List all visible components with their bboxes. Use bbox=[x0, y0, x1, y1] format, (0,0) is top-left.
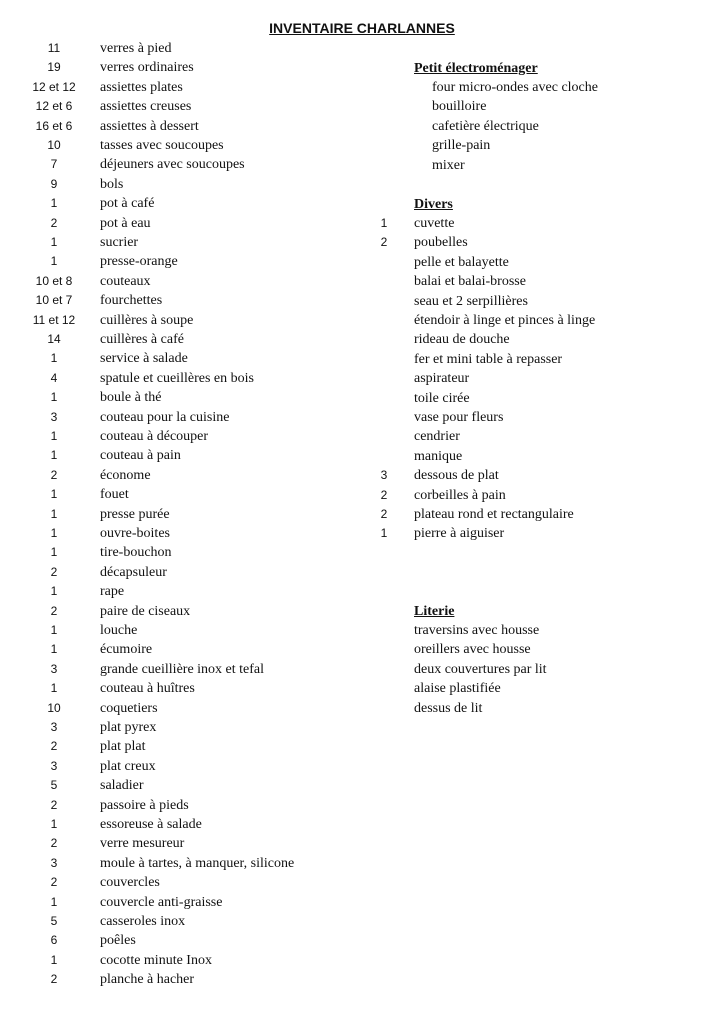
list-item bbox=[0, 214, 724, 233]
item-label: corbeilles à pain bbox=[414, 487, 506, 503]
item-label: pot à café bbox=[100, 196, 155, 212]
list-item bbox=[0, 796, 724, 815]
item-label: plateau rond et rectangulaire bbox=[414, 507, 574, 522]
list-item bbox=[0, 893, 724, 912]
item-label: verres à pied bbox=[100, 41, 172, 56]
item-label: saladier bbox=[100, 778, 144, 794]
item-quantity: 3 bbox=[50, 409, 58, 424]
item-label: couteau à découper bbox=[100, 429, 209, 444]
item-quantity: 2 bbox=[50, 972, 58, 987]
item-label: casseroles inox bbox=[100, 914, 186, 929]
item-label: économe bbox=[100, 467, 151, 483]
item-label: écumoire bbox=[100, 642, 153, 658]
item-quantity: 1 bbox=[50, 894, 58, 909]
item-quantity: 2 bbox=[50, 797, 58, 812]
list-item bbox=[0, 97, 724, 116]
list-item bbox=[0, 602, 724, 621]
list-item bbox=[0, 699, 724, 718]
list-item bbox=[0, 292, 724, 311]
item-quantity: 9 bbox=[50, 176, 58, 191]
section-heading-petit-electromenager: Petit électroménager bbox=[414, 61, 538, 76]
item-label: assiettes creuses bbox=[100, 99, 192, 115]
item-quantity: 16 et 6 bbox=[35, 118, 73, 133]
item-label: vase pour fleurs bbox=[414, 410, 504, 425]
item-label: traversins avec housse bbox=[414, 623, 540, 638]
item-quantity: 2 bbox=[50, 875, 58, 890]
item-label: plat creux bbox=[100, 758, 156, 774]
list-item bbox=[0, 543, 724, 562]
item-label: couteau à pain bbox=[100, 448, 181, 464]
item-label: couteau pour la cuisine bbox=[100, 409, 230, 425]
item-label: service à salade bbox=[100, 351, 188, 367]
item-label: paire de ciseaux bbox=[100, 603, 191, 619]
item-quantity: 14 bbox=[47, 332, 61, 346]
item-quantity: 1 bbox=[380, 526, 388, 541]
item-label: toile cirée bbox=[414, 390, 470, 406]
item-quantity: 1 bbox=[50, 681, 58, 696]
item-quantity: 1 bbox=[50, 545, 58, 560]
item-label: fourchettes bbox=[100, 293, 163, 309]
item-label: alaise plastifiée bbox=[414, 681, 501, 697]
item-quantity: 1 bbox=[50, 351, 58, 366]
item-label: coquetiers bbox=[100, 700, 158, 716]
item-quantity: 3 bbox=[50, 720, 58, 734]
item-label: cuillères à café bbox=[100, 332, 184, 347]
list-item bbox=[0, 233, 724, 252]
item-quantity: 10 et 8 bbox=[35, 273, 73, 288]
item-quantity: 4 bbox=[50, 370, 58, 385]
item-quantity: 10 et 7 bbox=[35, 293, 73, 308]
item-label: bols bbox=[100, 176, 124, 192]
list-item bbox=[0, 912, 724, 931]
item-label: pot à eau bbox=[100, 215, 151, 231]
list-item bbox=[0, 931, 724, 950]
list-item bbox=[0, 427, 724, 446]
item-label: pelle et balayette bbox=[414, 254, 509, 270]
item-label: essoreuse à salade bbox=[100, 817, 202, 832]
list-item bbox=[0, 194, 724, 213]
list-item bbox=[0, 447, 724, 466]
item-label: tasses avec soucoupes bbox=[100, 138, 224, 153]
list-item bbox=[0, 815, 724, 834]
list-item bbox=[0, 757, 724, 776]
list-item bbox=[0, 834, 724, 853]
list-item bbox=[0, 58, 724, 77]
list-item bbox=[0, 369, 724, 388]
item-quantity: 1 bbox=[50, 952, 58, 967]
list-item bbox=[0, 776, 724, 795]
item-quantity: 1 bbox=[50, 196, 58, 211]
list-item bbox=[0, 660, 724, 679]
list-item bbox=[0, 408, 724, 427]
list-item bbox=[0, 951, 724, 970]
item-label: rideau de douche bbox=[414, 332, 510, 348]
item-label: cafetière électrique bbox=[432, 118, 539, 134]
item-quantity: 5 bbox=[50, 778, 58, 793]
item-label: manique bbox=[414, 448, 463, 464]
item-label: cocotte minute Inox bbox=[100, 952, 212, 968]
item-label: oreillers avec housse bbox=[414, 642, 531, 658]
item-quantity: 2 bbox=[50, 467, 58, 482]
list-item bbox=[0, 854, 724, 873]
list-item bbox=[0, 873, 724, 892]
item-label: seau et 2 serpillières bbox=[414, 293, 528, 309]
list-item bbox=[0, 330, 724, 349]
item-label: décapsuleur bbox=[100, 564, 167, 580]
item-label: couvercle anti-graisse bbox=[100, 894, 223, 910]
item-quantity: 1 bbox=[50, 487, 58, 502]
document-title: INVENTAIRE CHARLANNES bbox=[269, 20, 455, 36]
item-label: poêles bbox=[100, 933, 136, 949]
item-quantity: 1 bbox=[50, 623, 58, 637]
item-quantity: 2 bbox=[380, 235, 388, 250]
item-quantity: 7 bbox=[50, 157, 58, 172]
item-quantity: 6 bbox=[50, 933, 58, 948]
item-quantity: 1 bbox=[50, 817, 58, 831]
item-quantity: 1 bbox=[50, 448, 58, 463]
list-item bbox=[0, 718, 724, 737]
item-label: cendrier bbox=[414, 429, 460, 445]
item-quantity: 2 bbox=[50, 603, 58, 618]
item-label: pierre à aiguiser bbox=[414, 526, 505, 542]
section-heading-literie: Literie bbox=[414, 604, 455, 619]
item-quantity: 1 bbox=[50, 506, 58, 521]
item-quantity: 1 bbox=[380, 216, 388, 230]
item-label: verre mesureur bbox=[100, 836, 185, 852]
list-item bbox=[0, 311, 724, 330]
list-item bbox=[0, 78, 724, 97]
item-label: couteaux bbox=[100, 273, 151, 289]
item-label: boule à thé bbox=[100, 390, 162, 406]
item-quantity: 2 bbox=[380, 507, 388, 521]
item-label: grande cueillière inox et tefal bbox=[100, 661, 265, 677]
item-quantity: 1 bbox=[50, 642, 58, 657]
list-item bbox=[0, 582, 724, 601]
item-label: deux couvertures par lit bbox=[414, 661, 547, 677]
item-label: verres ordinaires bbox=[100, 60, 194, 76]
item-label: assiettes à dessert bbox=[100, 118, 199, 134]
item-quantity: 2 bbox=[50, 739, 58, 754]
item-quantity: 2 bbox=[50, 215, 58, 230]
item-label: presse purée bbox=[100, 506, 170, 522]
section-heading-divers: Divers bbox=[414, 197, 453, 212]
item-quantity: 1 bbox=[50, 390, 58, 405]
list-item bbox=[0, 156, 724, 175]
item-label: plat pyrex bbox=[100, 720, 157, 735]
list-item bbox=[0, 505, 724, 524]
item-label: passoire à pieds bbox=[100, 797, 189, 813]
item-label: tire-bouchon bbox=[100, 545, 172, 561]
item-label: dessus de lit bbox=[414, 700, 483, 716]
item-label: déjeuners avec soucoupes bbox=[100, 157, 245, 173]
item-label: sucrier bbox=[100, 235, 139, 250]
list-item bbox=[0, 175, 724, 194]
item-quantity: 2 bbox=[50, 564, 58, 579]
item-quantity: 1 bbox=[50, 584, 58, 599]
item-quantity: 3 bbox=[50, 758, 58, 773]
item-label: étendoir à linge et pinces à linge bbox=[414, 313, 596, 328]
list-item bbox=[0, 39, 724, 58]
item-label: grille-pain bbox=[432, 138, 491, 154]
item-label: four micro-ondes avec cloche bbox=[432, 80, 598, 95]
list-item bbox=[0, 621, 724, 640]
list-item bbox=[0, 136, 724, 155]
item-label: bouilloire bbox=[432, 99, 487, 115]
item-label: mixer bbox=[432, 157, 465, 173]
item-label: poubelles bbox=[414, 235, 468, 251]
item-quantity: 12 et 6 bbox=[35, 99, 73, 114]
item-label: balai et balai-brosse bbox=[414, 274, 526, 290]
list-item bbox=[0, 679, 724, 698]
item-label: rape bbox=[100, 584, 125, 600]
list-item bbox=[0, 640, 724, 659]
item-label: ouvre-boites bbox=[100, 526, 170, 541]
item-quantity: 11 bbox=[47, 41, 61, 55]
item-label: louche bbox=[100, 623, 138, 638]
item-quantity: 11 et 12 bbox=[32, 312, 76, 327]
list-item bbox=[0, 389, 724, 408]
item-quantity: 2 bbox=[50, 836, 58, 851]
item-label: assiettes plates bbox=[100, 79, 183, 95]
item-quantity: 10 bbox=[47, 138, 61, 152]
item-quantity: 3 bbox=[380, 468, 388, 483]
item-quantity: 1 bbox=[50, 235, 58, 249]
list-item bbox=[0, 737, 724, 756]
item-quantity: 10 bbox=[47, 700, 61, 715]
item-label: couteau à huîtres bbox=[100, 681, 195, 697]
item-label: aspirateur bbox=[414, 371, 470, 387]
item-label: plat plat bbox=[100, 739, 146, 755]
list-item bbox=[0, 486, 724, 505]
item-quantity: 3 bbox=[50, 661, 58, 676]
item-label: presse-orange bbox=[100, 254, 178, 270]
item-label: cuvette bbox=[414, 216, 455, 231]
item-quantity: 1 bbox=[50, 254, 58, 269]
item-quantity: 12 et 12 bbox=[32, 79, 76, 94]
item-quantity: 1 bbox=[50, 429, 58, 443]
list-item bbox=[0, 563, 724, 582]
item-quantity: 5 bbox=[50, 914, 58, 928]
list-item bbox=[0, 272, 724, 291]
item-label: moule à tartes, à manquer, silicone bbox=[100, 855, 295, 871]
item-label: fouet bbox=[100, 487, 129, 503]
item-quantity: 19 bbox=[47, 60, 61, 75]
item-label: spatule et cueillères en bois bbox=[100, 370, 254, 386]
item-label: couvercles bbox=[100, 875, 160, 891]
list-item bbox=[0, 253, 724, 272]
item-quantity: 3 bbox=[50, 855, 58, 870]
list-item bbox=[0, 117, 724, 136]
list-item bbox=[0, 970, 724, 989]
list-item bbox=[0, 524, 724, 543]
item-quantity: 2 bbox=[380, 487, 388, 502]
item-label: fer et mini table à repasser bbox=[414, 351, 563, 367]
list-item bbox=[0, 466, 724, 485]
list-item bbox=[0, 350, 724, 369]
item-quantity: 1 bbox=[50, 526, 58, 540]
item-label: dessous de plat bbox=[414, 468, 499, 484]
item-label: cuillères à soupe bbox=[100, 312, 194, 328]
item-label: planche à hacher bbox=[100, 972, 195, 988]
